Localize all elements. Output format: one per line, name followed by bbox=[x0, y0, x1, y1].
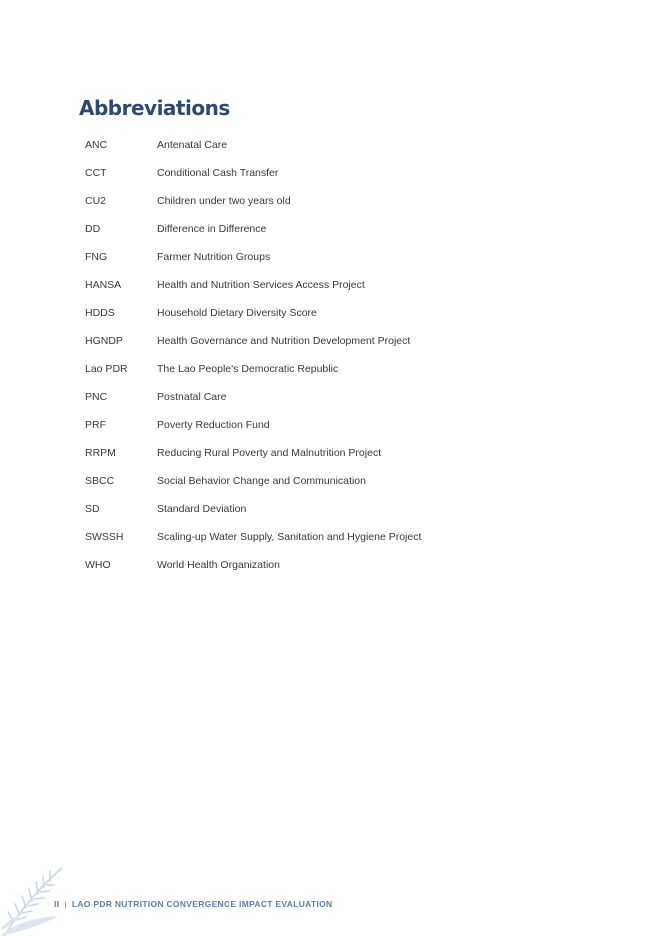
abbreviation-row bbox=[85, 523, 421, 551]
abbreviation-code: HDDS bbox=[85, 307, 115, 319]
abbreviation-definition: Health Governance and Nutrition Development Project bbox=[157, 335, 411, 347]
abbreviation-code: WHO bbox=[85, 559, 111, 571]
abbreviations-table bbox=[85, 131, 421, 579]
abbreviation-row bbox=[85, 243, 421, 271]
footer-separator: | bbox=[64, 899, 67, 909]
abbreviation-code: HANSA bbox=[85, 279, 122, 291]
abbreviation-row bbox=[85, 187, 421, 215]
abbreviation-definition: Difference in Difference bbox=[157, 223, 267, 235]
abbreviation-code: HGNDP bbox=[85, 335, 123, 347]
abbreviation-row bbox=[85, 495, 421, 523]
abbreviation-code: SWSSH bbox=[85, 531, 124, 543]
abbreviation-code: FNG bbox=[85, 251, 108, 263]
abbreviation-row bbox=[85, 299, 421, 327]
abbreviation-row bbox=[85, 467, 421, 495]
abbreviation-code: PNC bbox=[85, 391, 108, 403]
wheat-leaf-icon bbox=[0, 860, 80, 936]
abbreviation-definition: Social Behavior Change and Communication bbox=[157, 475, 366, 487]
running-title: LAO PDR NUTRITION CONVERGENCE IMPACT EVALUATION bbox=[71, 899, 333, 909]
abbreviation-code: PRF bbox=[85, 419, 106, 431]
abbreviation-definition: Reducing Rural Poverty and Malnutrition Project bbox=[157, 447, 382, 459]
abbreviations-list bbox=[85, 131, 421, 579]
abbreviation-row bbox=[85, 159, 421, 187]
abbreviation-definition: Scaling-up Water Supply, Sanitation and Hygiene Project bbox=[157, 531, 422, 543]
abbreviation-code: SD bbox=[85, 503, 100, 515]
abbreviation-definition: Poverty Reduction Fund bbox=[157, 419, 270, 431]
abbreviation-code: DD bbox=[85, 223, 101, 235]
abbreviation-definition: The Lao People's Democratic Republic bbox=[157, 363, 339, 375]
abbreviation-definition: Health and Nutrition Services Access Project bbox=[157, 279, 365, 291]
abbreviation-definition: Antenatal Care bbox=[157, 139, 228, 151]
abbreviation-row bbox=[85, 411, 421, 439]
abbreviation-row bbox=[85, 355, 421, 383]
abbreviation-definition: Farmer Nutrition Groups bbox=[157, 251, 271, 263]
page-number: II bbox=[54, 899, 60, 909]
abbreviation-definition: Household Dietary Diversity Score bbox=[157, 307, 317, 319]
abbreviation-code: RRPM bbox=[85, 447, 116, 459]
abbreviation-code: ANC bbox=[85, 139, 108, 151]
abbreviation-row bbox=[85, 215, 421, 243]
page-footer bbox=[54, 899, 332, 909]
abbreviation-row bbox=[85, 551, 421, 579]
abbreviation-code: CCT bbox=[85, 167, 107, 179]
abbreviation-code: CU2 bbox=[85, 195, 107, 207]
abbreviation-definition: Conditional Cash Transfer bbox=[157, 167, 279, 179]
abbreviation-code: Lao PDR bbox=[85, 363, 128, 375]
abbreviation-code: SBCC bbox=[85, 475, 115, 487]
abbreviation-definition: Children under two years old bbox=[157, 195, 291, 207]
page-title: Abbreviations bbox=[79, 96, 230, 120]
abbreviation-row bbox=[85, 327, 421, 355]
abbreviation-definition: World Health Organization bbox=[157, 559, 280, 571]
abbreviation-row bbox=[85, 131, 421, 159]
abbreviation-definition: Postnatal Care bbox=[157, 391, 227, 403]
abbreviation-row bbox=[85, 439, 421, 467]
abbreviation-row bbox=[85, 383, 421, 411]
abbreviation-row bbox=[85, 271, 421, 299]
abbreviation-definition: Standard Deviation bbox=[157, 503, 247, 515]
